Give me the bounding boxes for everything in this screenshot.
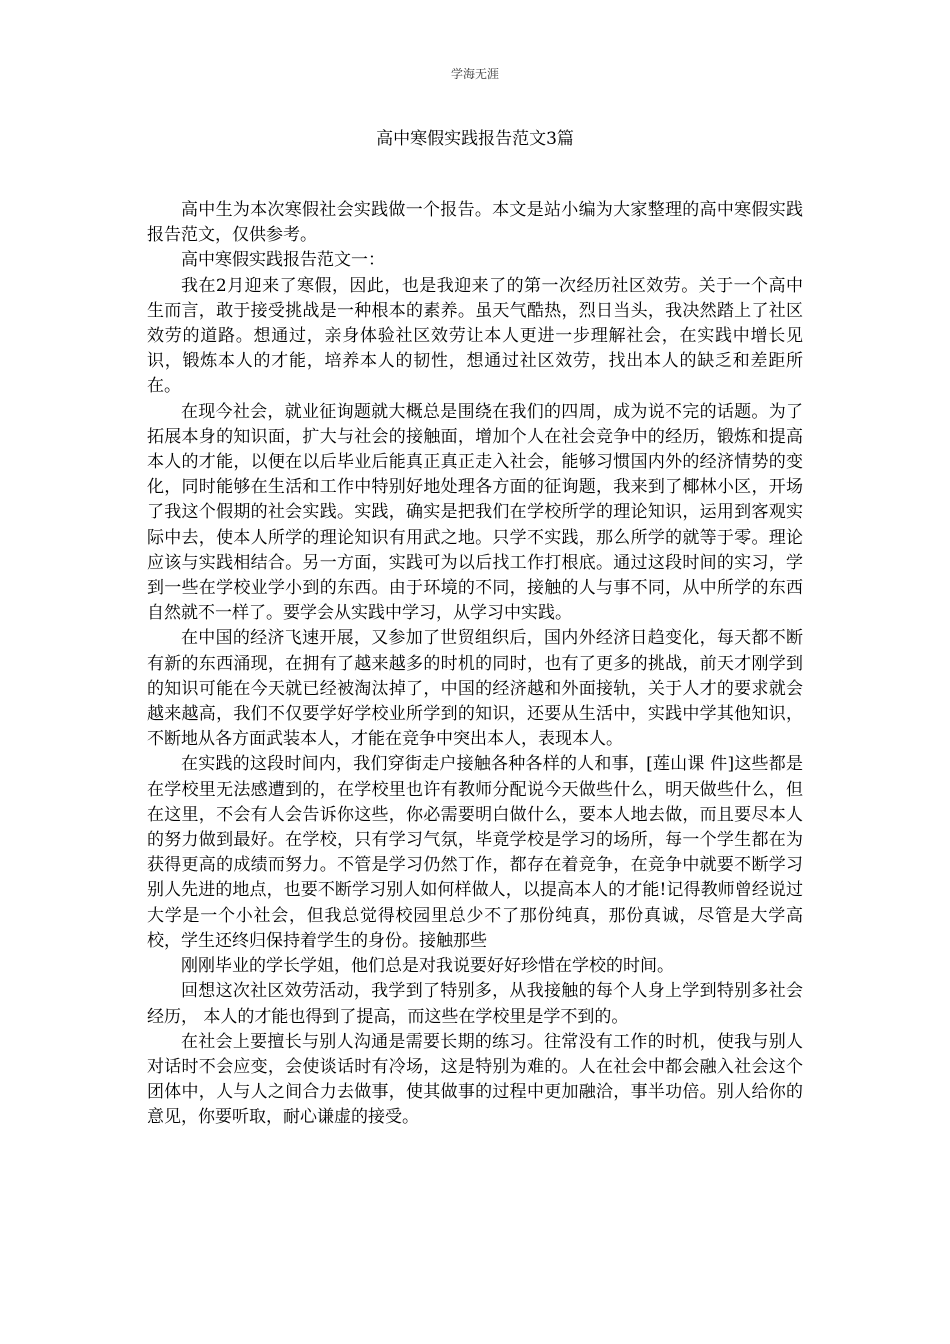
paragraph: 刚刚毕业的学长学姐，他们总是对我说要好好珍惜在学校的时间。 bbox=[181, 956, 674, 977]
paragraph: 在社会上要擅长与别人沟通是需要长期的练习。往常没有工作的时机，使我与别人对话时不会应变，会使谈话时有冷场，这是特别为难的。人在社会中都会融入社会这个团体中，人与人之间合力去做事，使其做事的过程中更加融洽，事半功倍。别人给你的意见，你要听取，耐心谦虚的接受。 bbox=[147, 1031, 803, 1128]
paragraph-intro: 高中生为本次寒假社会实践做一个报告。本文是站小编为大家整理的高中寒假实践报告范文，仅供参考。 bbox=[147, 200, 803, 246]
document-body bbox=[147, 198, 803, 1131]
page-header: 学海无涯 bbox=[450, 67, 499, 81]
paragraph: 我在2月迎来了寒假，因此，也是我迎来了的第一次经历社区效劳。关于一个高中生而言，敢于接受挑战是一种根本的素养。虽天气酷热，烈日当头，我决然踏上了社区效劳的道路。想通过，亲身体验社区效劳让本人更进一步理解社会，在实践中增长见识，锻炼本人的才能，培养本人的韧性，想通过社区效劳，找出本人的缺乏和差距所在。 bbox=[147, 275, 803, 397]
paragraph-section-heading: 高中寒假实践报告范文一： bbox=[181, 250, 385, 271]
paragraph: 在现今社会，就业征询题就大概总是围绕在我们的四周，成为说不完的话题。为了拓展本身的知识面，扩大与社会的接触面，增加个人在社会竞争中的经历，锻炼和提高本人的才能，以便在以后毕业后能真正真正走入社会，能够习惯国内外的经济情势的变化，同时能够在生活和工作中特别好地处理各方面的征询题，我来到了椰林小区，开场了我这个假期的社会实践。实践，确实是把我们在学校所学的理论知识，运用到客观实际中去，使本人所学的理论知识有用武之地。只学不实践，那么所学的就等于零。理论应该与实践相结合。另一方面，实践可为以后找工作打根底。通过这段时间的实习，学到一些在学校业学小到的东西。由于环境的不同，接触的人与事不同，从中所学的东西自然就不一样了。要学会从实践中学习，从学习中实践。 bbox=[147, 401, 803, 624]
paragraph: 在实践的这段时间内，我们穿街走户接触各种各样的人和事，[莲山课 件]这些都是在学校里无法感遭到的，在学校里也许有教师分配说今天做些什么，明天做些什么，但在这里，不会有人会告诉你这些，你必需要明白做什么，要本人地去做，而且要尽本人的努力做到最好。在学校，只有学习气氛，毕竟学校是学习的场所，每一个学生都在为获得更高的成绩而努力。不管是学习仍然丁作，都存在着竞争，在竞争中就要不断学习别人先进的地点，也要不断学习别人如何样做人，以提高本人的才能!记得教师曾经说过大学是一个小社会，但我总觉得校园里总少不了那份纯真，那份真诚，尽管是大学高校，学生还终归保持着学生的身份。接触那些 bbox=[147, 754, 803, 951]
paragraph: 在中国的经济飞速开展，又参加了世贸组织后，国内外经济日趋变化，每天都不断有新的东西涌现，在拥有了越来越多的时机的同时，也有了更多的挑战，前天才刚学到的知识可能在今天就已经被淘汰掉了，中国的经济越和外面接轨，关于人才的要求就会越来越高，我们不仅要学好学校业所学到的知识，还要从生活中，实践中学其他知识，不断地从各方面武装本人，才能在竞争中突出本人，表现本人。 bbox=[147, 628, 803, 750]
paragraph: 回想这次社区效劳活动，我学到了特别多，从我接触的每个人身上学到特别多社会经历， 本人的才能也得到了提高，而这些在学校里是学不到的。 bbox=[147, 981, 803, 1027]
document-title: 高中寒假实践报告范文3篇 bbox=[376, 129, 574, 149]
